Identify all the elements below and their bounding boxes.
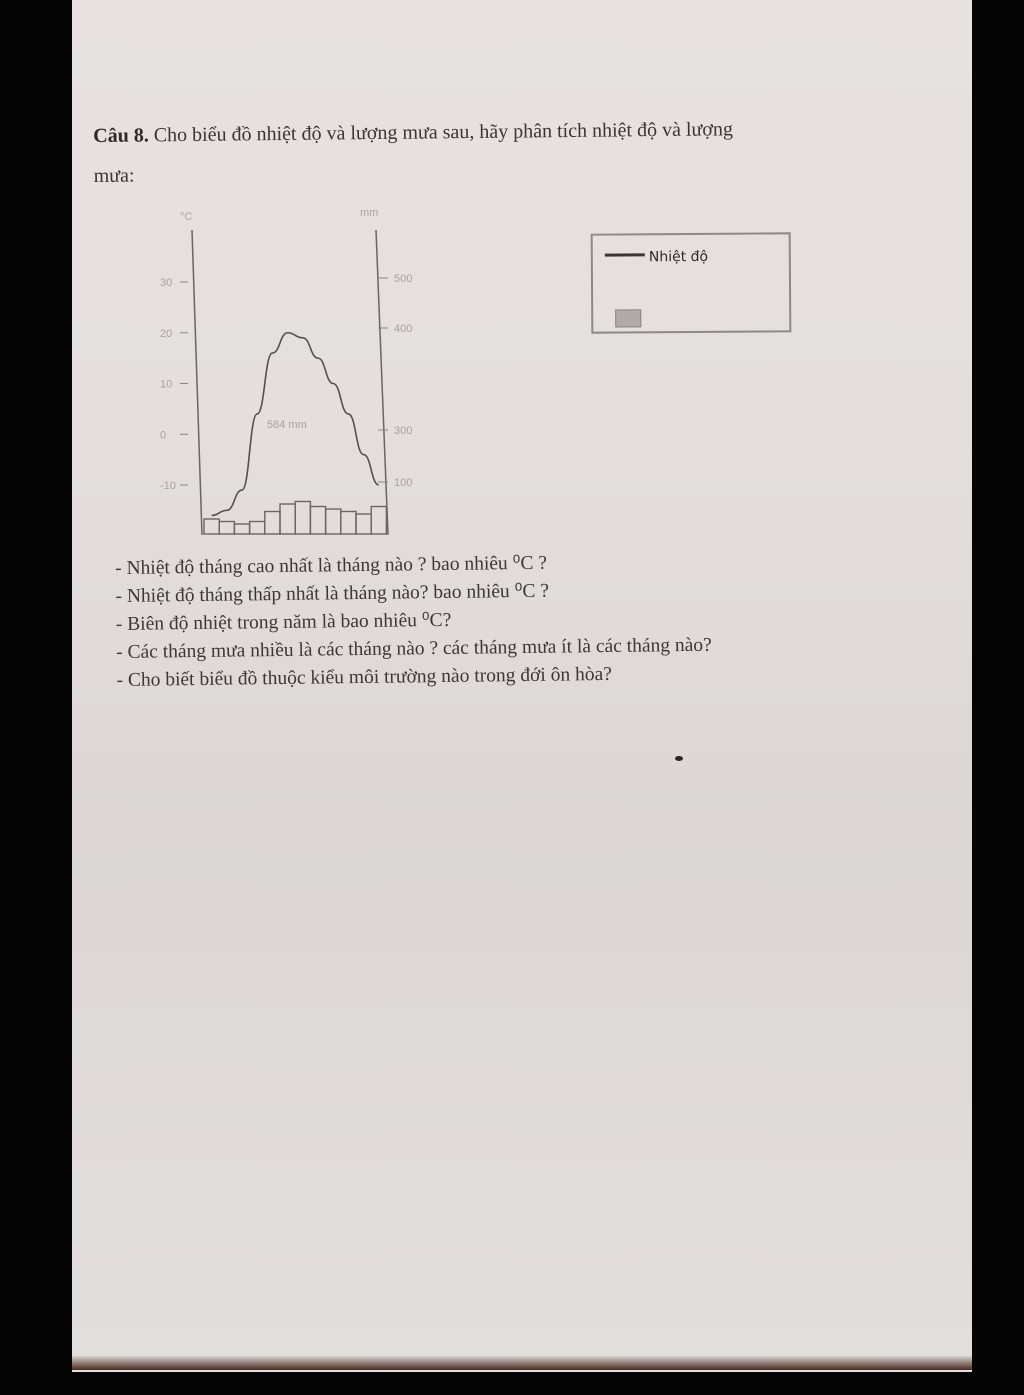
y-left-tick-label: 20 xyxy=(160,327,173,340)
ink-dot xyxy=(675,756,683,761)
chart-legend xyxy=(591,232,792,333)
rainfall-bar xyxy=(341,512,356,535)
y-right-tick-label: 100 xyxy=(394,477,413,489)
question-text xyxy=(93,108,894,196)
y-right-tick-label: 300 xyxy=(394,425,413,437)
rainfall-bar xyxy=(371,507,386,535)
question-line-2: mưa: xyxy=(93,164,135,187)
y-left-axis xyxy=(192,230,202,535)
rainfall-bar xyxy=(250,522,265,535)
list-item: - Nhiệt độ tháng thấp nhất là tháng nào? bao nhiêu ⁰C ? xyxy=(115,580,550,607)
rainfall-bar xyxy=(280,504,295,534)
legend-temperature-label: Nhiệt độ xyxy=(648,248,709,266)
list-item: - Biên độ nhiệt trong năm là bao nhiêu ⁰C? xyxy=(115,609,452,635)
rainfall-bar xyxy=(326,509,341,534)
list-item: - Cho biết biểu đồ thuộc kiểu môi trường nào trong đới ôn hòa? xyxy=(116,663,612,691)
rainfall-bar xyxy=(219,522,234,535)
y-left-unit: °C xyxy=(180,211,193,223)
y-left-tick-label: 0 xyxy=(160,429,167,442)
question-list xyxy=(115,545,897,695)
y-right-tick-label: 500 xyxy=(394,273,413,285)
rainfall-bar xyxy=(204,519,219,534)
rainfall-bar xyxy=(295,502,310,535)
rainfall-bar xyxy=(310,507,325,535)
y-left-tick-label: 10 xyxy=(160,378,173,391)
legend-rainfall-swatch xyxy=(615,309,641,327)
y-left-tick-label: 30 xyxy=(160,277,173,289)
rainfall-bar xyxy=(234,524,249,534)
paper-sheet xyxy=(72,0,972,1372)
legend-temperature-line xyxy=(605,253,645,256)
y-right-tick-label: 400 xyxy=(394,323,413,335)
y-right-axis xyxy=(376,230,388,535)
list-item: - Các tháng mưa nhiều là các tháng nào ? các tháng mưa ít là các tháng nào? xyxy=(116,634,712,663)
paper-bottom-edge xyxy=(72,1356,972,1370)
climate-chart xyxy=(132,200,492,545)
rainfall-bar xyxy=(265,512,280,535)
y-left-tick-label: -10 xyxy=(160,480,176,492)
question-line-1: Cho biểu đồ nhiệt độ và lượng mưa sau, hãy phân tích nhiệt độ và lượng xyxy=(153,118,734,147)
question-number: Câu 8. xyxy=(93,124,149,147)
list-item: - Nhiệt độ tháng cao nhất là tháng nào ? bao nhiêu ⁰C ? xyxy=(115,552,548,579)
annotation-rainfall: 584 mm xyxy=(267,419,307,431)
rainfall-bar xyxy=(356,514,371,534)
y-right-unit: mm xyxy=(360,207,379,219)
